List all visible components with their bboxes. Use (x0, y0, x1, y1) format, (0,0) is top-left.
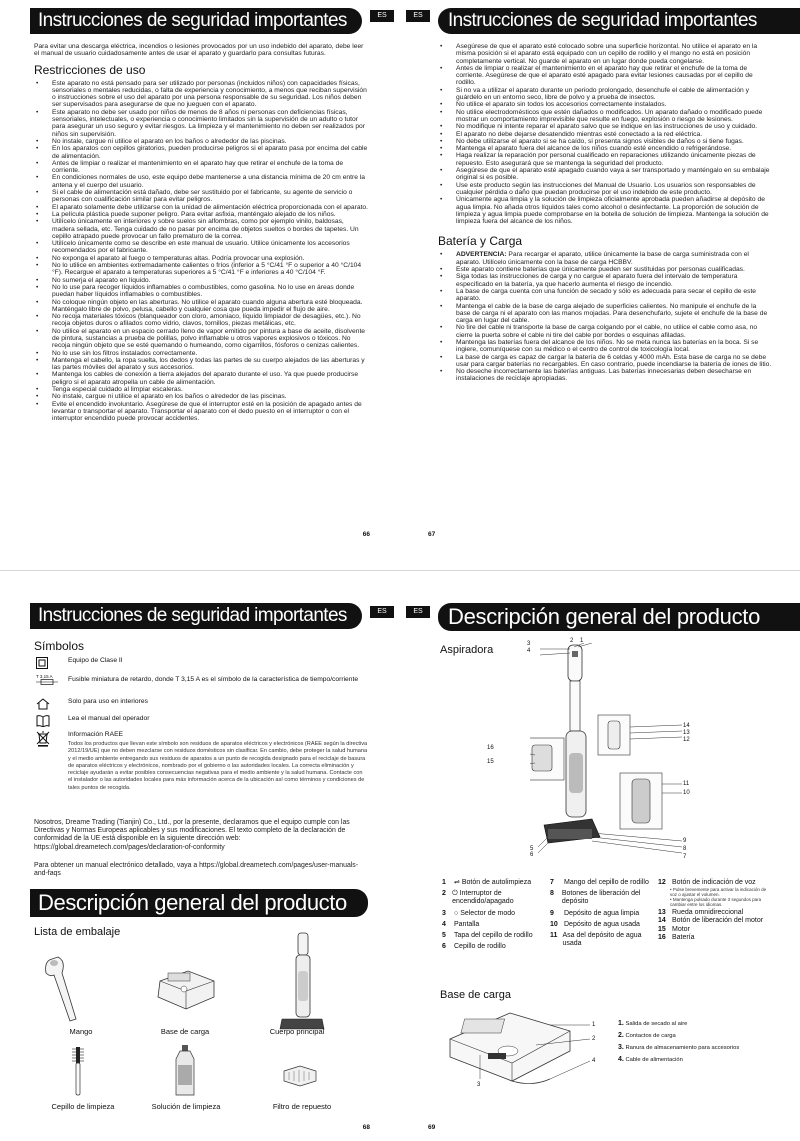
self-clean-icon: ⇌ (454, 879, 460, 886)
base-legend-item: 2. Contactos de carga (618, 1032, 676, 1039)
callout-5: 5 (530, 846, 534, 852)
list-item: • No coloque ningún objeto en las aberturas. No utilice el aparato cuando alguna abertura esté bloqueada. Manténgalo libre de polvo, pelusa, cabello y cualquier cosa que pueda impedir el flujo de aire. (34, 299, 368, 314)
legend-item: 16 Batería (658, 933, 695, 941)
callout-10: 10 (683, 790, 690, 796)
language-tab: ES (406, 606, 430, 618)
list-item: • Si el cable de alimentación está dañado, debe ser sustituido por el fabricante, su agente de servicio o personas con cualificación similar para evitar peligros. (34, 189, 368, 204)
symbol-text: Fusible miniatura de retardo, donde T 3,15 A es el símbolo de la característica de tiempo/corriente (68, 676, 359, 683)
callout-1: 1 (580, 638, 584, 644)
callout-11: 11 (683, 781, 690, 787)
symbols-heading: Símbolos (34, 639, 85, 653)
callout-6: 6 (530, 852, 534, 858)
list-item: • Evite el encendido involuntario. Asegúrese de que el interruptor esté en la posición de apagado antes de levantar o transportar el aparato. Transportar el aparato con el dedo puesto en el interruptor o con el interruptor encendido puede provocar accidentes. (34, 401, 368, 423)
base-callout-4: 4 (592, 1058, 596, 1064)
page-69 (400, 571, 800, 1141)
declaration-text: Nosotros, Dreame Trading (Tianjin) Co., Ltd., por la presente, declaramos que el equipo cumple con las Directivas y Normas Europeas aplicables y sus modificaciones. El texto completo de la declaración de conformidad de la UE está disponible en la siguiente dirección web: https://global.dreametech.com/pages/declaration-of-conformity (34, 819, 350, 851)
list-item: • Utilícelo únicamente en interiores y sobre suelos sin alfombras, como por ejemplo vinilo, baldosas, madera sellada, etc. Tenga cuidado de no pasar por encima de objetos sueltos o bordes de tapetes. Un cepillo atrapado puede provocar un fallo prematuro de la correa. (34, 218, 368, 240)
list-item: • Mantenga el cabello, la ropa suelta, los dedos y todas las partes de su cuerpo alejados de las aberturas y las partes móviles del aparato y sus accesorios. (34, 357, 368, 372)
legend-item: 2 ⏻ Interruptor de encendido/apagado (442, 890, 514, 906)
main-body-image (272, 931, 332, 1036)
manual-icon (36, 715, 50, 727)
fuse-icon: T 3,15 A (36, 674, 58, 686)
list-item: • No deseche incorrectamente las baterías antiguas. Las baterías innecesarias deben desecharse en instalaciones de reciclaje apropiadas. (438, 368, 772, 383)
base-callout-1: 1 (592, 1022, 596, 1028)
symbol-text: Solo para uso en interiores (68, 698, 148, 705)
list-item: • No modifique ni intente reparar el aparato salvo que se indique en las instrucciones de uso y cuidado. (438, 123, 772, 130)
page-number: 67 (428, 531, 436, 538)
list-item: • No debe utilizarse el aparato si se ha caído, si presenta signos visibles de daños o si tiene fugas. (438, 138, 772, 145)
list-item: • No exponga el aparato al fuego o temperaturas altas. Podría provocar una explosión. (34, 255, 368, 262)
voice-note: • Mantenga pulsado durante 3 segundos para cambiar entre los idiomas. (670, 897, 762, 908)
list-item: • La película plástica puede suponer peligro. Para evitar asfixia, manténgalo alejado de los niños. (34, 211, 368, 218)
callout-8: 8 (683, 846, 687, 852)
packing-heading: Lista de embalaje (34, 926, 121, 938)
parts-legend-col-1 (442, 879, 547, 951)
list-item: • Este aparato no está pensado para ser utilizado por personas (incluidos niños) con capacidades físicas, sensoriales o mentales reducidas, o falta de experiencia y conocimiento, a menos que reciban supervisión o instrucciones sobre el uso del aparato por una persona responsable de su seguridad. Los niños deben ser supervisados para asegurarse de que no jueguen con el aparato. (34, 80, 368, 109)
base-legend-item: 1. Salida de secado al aire (618, 1020, 688, 1027)
weee-bin-icon (36, 731, 50, 747)
cleaning-solution-image (172, 1045, 198, 1097)
list-item: • En condiciones normales de uso, este equipo debe mantenerse a una distancia mínima de 20 cm entre la antena y el cuerpo del usuario. (34, 174, 368, 189)
list-item: • Siga todas las instrucciones de carga y no cargue el aparato fuera del intervalo de temperatura especificado en la batería, ya que hacerlo aumenta el riesgo de incendio. (438, 273, 772, 288)
language-tab: ES (406, 10, 430, 22)
packing-label: Cuerpo principal (269, 1027, 325, 1036)
callout-15: 15 (487, 759, 494, 765)
list-item: • Mantenga el cable de la base de carga alejado de superficies calientes. No manipule el enchufe de la base de carga ni el aparato con las manos mojadas. Para desenchufarlo, sujete el enchufe de la base de carga en lugar del cable. (438, 303, 772, 325)
callout-14: 14 (683, 723, 690, 729)
voice-note: • Pulse brevemente para activar la indicación de voz o ajustar el volumen. (670, 887, 767, 898)
list-item: • Únicamente agua limpia y la solución de limpieza oficialmente aprobada pueden añadirse al depósito de agua limpia. No añada otros líquidos tales como alcohol o desinfectante. La proporción de solución de limpieza y agua limpia puede comprobarse en la botella de solución de limpieza. Mantenga la solución de limpieza fuera del alcance de los niños. (438, 196, 772, 225)
cleaning-brush-image (70, 1047, 86, 1097)
callout-4: 4 (527, 648, 531, 654)
page-67 (400, 0, 800, 570)
list-item: • No recoja materiales tóxicos (blanqueador con cloro, amoniaco, líquido limpiador de desagües, etc.). No recoja objetos duros o afilados como vidrio, clavos, tornillos, piezas metálicas, etc. (34, 313, 368, 328)
list-item: • No lo use sin los filtros instalados correctamente. (34, 350, 368, 357)
handle-image (40, 951, 100, 1026)
list-item: • No utilice el aparato sin todos los accesorios correctamente instalados. (438, 101, 772, 108)
list-item: • Tenga especial cuidado al limpiar escaleras. (34, 386, 368, 393)
safety-list (438, 43, 772, 225)
legend-item: 1 ⇌ Botón de autolimpieza (442, 879, 532, 886)
page-67-body (438, 43, 772, 383)
list-item: • ADVERTENCIA: Para recargar el aparato, utilice únicamente la base de carga suministrada con el aparato. Utilícelo únicamente con la base de carga HCBBV. (438, 251, 772, 266)
page-title: Descripción general del producto (438, 603, 800, 631)
list-item: • En los aparatos con cepillos giratorios, pueden producirse peligros si el aparato pasa por encima del cable de alimentación. (34, 145, 368, 160)
legend-item: 3 ○ Selector de modo (442, 909, 516, 917)
packing-label: Filtro de repuesto (272, 1102, 332, 1111)
legend-item: 12 Botón de indicación de voz (658, 879, 756, 886)
list-item: • Asegúrese de que el aparato esté colocado sobre una superficie horizontal. No utilice el aparato en la misma posición si el aparato está equipado con un cepillo de rodillo y el mango no está en posición completamente vertical. No guarde el aparato en un lugar donde pueda congelarse. (438, 43, 772, 65)
list-item: • Haga realizar la reparación por personal cualificado en reparaciones utilizando únicamente piezas de repuesto. Esto asegurará que se mantenga la seguridad del producto. (438, 152, 772, 167)
battery-list (438, 251, 772, 382)
callout-16: 16 (487, 745, 494, 751)
section-heading: Batería y Carga (438, 234, 523, 249)
list-item: • No utilice el aparato en un espacio cerrado lleno de vapor emitido por pintura a base de aceite, disolvente de pintura, sustancias a prueba de polillas, polvo inflamable u otros vapores explosivos o tóxicos. No recoja ningún objeto que se esté quemando o humeando, como cigarrillos, fósforos o cenizas calientes. (34, 328, 368, 350)
legend-item: 8 Botones de liberación del depósito (550, 890, 641, 906)
packing-label: Mango (69, 1027, 93, 1036)
callout-2: 2 (570, 638, 574, 644)
intro-paragraph: Para evitar una descarga eléctrica, incendios o lesiones provocados por un uso indebido del aparato, debe leer el manual de usuario cuidadosamente antes de usar el aparato y guardarlo para consultas futuras. (34, 43, 364, 58)
list-item: • El aparato no debe dejarse desatendido mientras esté conectado a la red eléctrica. (438, 131, 772, 138)
vacuum-heading: Aspiradora (440, 644, 494, 656)
manual-link-text: Para obtener un manual electrónico detallado, vaya a https://global.dreametech.com/pages/user-manuals-and-faqs (34, 862, 359, 878)
house-icon (36, 698, 50, 710)
list-item: • Use este producto según las instrucciones del Manual de Usuario. Los usuarios son responsables de cualquier pérdida o daño que puedan producirse por el uso indebido de este producto. (438, 182, 772, 197)
vacuum-diagram (530, 643, 730, 868)
list-item: • Antes de limpiar o realizar el mantenimiento en el aparato hay que retirar el enchufe de la toma de corriente. (34, 160, 368, 175)
list-item: • Antes de limpiar o realizar el mantenimiento en el aparato hay que retirar el enchufe de la toma de corriente. Asegúrese de que el aparato esté apagado para evitar lesiones causadas por el cepillo de rodillo. (438, 65, 772, 87)
list-item: • No tire del cable ni transporte la base de carga colgando por el cable, no utilice el cable como asa, no cierre la puerta sobre el cable ni tire del cable por bordes o esquinas afiladas. (438, 324, 772, 339)
base-callout-3: 3 (477, 1082, 481, 1088)
replacement-filter-image (282, 1065, 318, 1087)
symbol-text: Lea el manual del operador (68, 715, 150, 722)
legend-item: 4 Pantalla (442, 920, 480, 928)
base-heading: Base de carga (440, 989, 511, 1001)
list-item: • Este aparato no debe ser usado por niños de menos de 8 años ni personas con deficiencias físicas, sensoriales, intelectuales, o experiencia o conocimiento limitados sin la supervisión de un adulto o tutor para asegurar un uso seguro y evitar riesgos. La limpieza y el mantenimiento no deben ser realizados por niños sin supervisión. (34, 109, 368, 138)
list-item: • No sumerja el aparato en líquido. (34, 277, 368, 284)
list-item: • Este aparato contiene baterías que únicamente pueden ser sustituidas por personas cualificadas. (438, 266, 772, 273)
class-ii-icon (36, 657, 50, 669)
base-callout-2: 2 (592, 1036, 596, 1042)
list-item: • El aparato solamente debe utilizarse con la unidad de alimentación eléctrica proporcionada con el aparato. (34, 204, 368, 211)
base-legend-item: 4. Cable de alimentación (618, 1056, 683, 1063)
section-heading: Restricciones de uso (34, 62, 146, 77)
power-icon: ⏻ (452, 890, 458, 898)
list-item: • No lo use para recoger líquidos inflamables o combustibles, como gasolina. No lo use en áreas donde puedan haber líquidos inflamables o combustibles. (34, 284, 368, 299)
symbol-text: Equipo de Clase II (68, 657, 123, 664)
section-title: Descripción general del producto (30, 889, 368, 917)
list-item: • Mantenga los cables de conexión a tierra alejados del aparato durante el uso. Ya que puede producirse peligro si el aparato atropella un cable de alimentación. (34, 371, 368, 386)
legend-item: 11 Asa del depósito de agua usada (550, 932, 642, 948)
legend-item: 9 Depósito de agua limpia (550, 909, 640, 917)
packing-label: Solución de limpieza (151, 1102, 221, 1111)
list-item: • La base de carga cuenta con una función de secado y sólo es adecuada para secar el cepillo de este aparato. (438, 288, 772, 303)
language-tab: ES (370, 606, 394, 618)
page-66-body (34, 43, 368, 423)
callout-7: 7 (683, 854, 687, 860)
page-68 (0, 571, 400, 1141)
list-item: • No lo utilice en ambientes extremadamente calientes o fríos (inferior a 5 °C/41 °F o superior a 40 °C/104 °F). Recargue el aparato a temperaturas superiores a 5 °C/41 °F e inferiores a 40 °C/104 °F. (34, 262, 368, 277)
list-item: • Asegúrese de que el aparato esté apagado cuando vaya a ser transportado y manténgalo en su embalaje original si es posible. (438, 167, 772, 182)
list-item: • Si no va a utilizar el aparato durante un periodo prolongado, desenchufe el cable de alimentación y guárdelo en un entorno seco, libre de polvo y a prueba de insectos. (438, 87, 772, 102)
list-item: • Utilícelo únicamente como se describe en este manual de usuario. Utilice únicamente los accesorios recomendados por el fabricante. (34, 240, 368, 255)
list-item: • No instale, cargue ni utilice el aparato en los baños o alrededor de las piscinas. (34, 138, 368, 145)
page-number: 69 (428, 1124, 436, 1131)
parts-legend-col-3 (658, 879, 768, 942)
charging-base-diagram (440, 999, 600, 1089)
list-item: • No instale, cargue ni utilice el aparato en los baños o alrededor de las piscinas. (34, 393, 368, 400)
legend-item: 14 Botón de liberación del motor (658, 917, 764, 925)
legend-item: 10 Depósito de agua usada (550, 920, 640, 928)
list-item: • La base de carga es capaz de cargar la batería de 6 celdas y 4000 mAh. Esta base de carga no se debe usar para cargar baterías no recargables. En caso contrario, puede incendiarse la batería de iones de litio. (438, 354, 772, 369)
list-item: • Mantenga las baterías fuera del alcance de los niños. No se meta nunca las baterías en la boca. Si se ingiere, comuníquese con su médico o el centro de control de toxicología local. (438, 339, 772, 354)
symbol-text: Información RAEE (68, 731, 124, 738)
legend-item: 7 Mango del cepillo de rodillo (550, 879, 649, 886)
legend-item: 13 Rueda omnidireccional (658, 909, 744, 917)
page-title: Instrucciones de seguridad importantes (30, 603, 362, 629)
callout-9: 9 (683, 838, 687, 844)
page-title: Instrucciones de seguridad importantes (30, 8, 362, 34)
restrictions-list (34, 80, 368, 423)
legend-item: 15 Motor (658, 925, 690, 933)
legend-item: 6 Cepillo de rodillo (442, 943, 506, 951)
list-item: • No utilice electrodomésticos que estén dañados o modificados. Un aparato dañado o modificado puede mostrar un comportamiento imprevisible que resulte en fuego, explosión o riesgo de lesiones. (438, 109, 772, 124)
weee-detail: Todos los productos que llevan este símbolo son residuos de aparatos eléctricos y electrónicos (RAEE según la directiva 2012/19/UE) que no deben mezclarse con residuos domésticos sin clasificar. En cambio, debe proteger la salud humana y el medio ambiente entregando sus residuos de aparatos a un punto de recogida designado para el reciclaje de basura de aparatos eléctricos y electrónicos, nombrado por el gobierno o las autoridades locales. La correcta eliminación y reciclaje ayudarán a evitar posibles consecuencias negativas para el medio ambiente y la salud humana. Contacte con el instalador o las autoridades locales para más información acerca de la ubicación así como términos y condiciones de tales puntos de recogida. (68, 741, 368, 791)
packing-label: Base de carga (160, 1027, 210, 1036)
page-number: 66 (362, 531, 370, 538)
callout-13: 13 (683, 730, 690, 736)
callout-3: 3 (527, 641, 531, 647)
parts-legend-col-2 (550, 879, 650, 948)
page-title: Instrucciones de seguridad importantes (438, 8, 800, 34)
language-tab: ES (370, 10, 394, 22)
page-number: 68 (362, 1124, 370, 1131)
page-66 (0, 0, 400, 570)
packing-label: Cepillo de limpieza (51, 1102, 115, 1111)
base-legend-item: 3. Ranura de almacenamiento para accesorios (618, 1044, 740, 1051)
mode-icon: ○ (454, 909, 459, 917)
list-item: • Mantenga el aparato fuera del alcance de los niños cuando esté encendido o refrigerándose. (438, 145, 772, 152)
callout-12: 12 (683, 737, 690, 743)
charging-base-image (150, 963, 220, 1013)
legend-item: 5 Tapa del cepillo de rodillo (442, 932, 533, 940)
